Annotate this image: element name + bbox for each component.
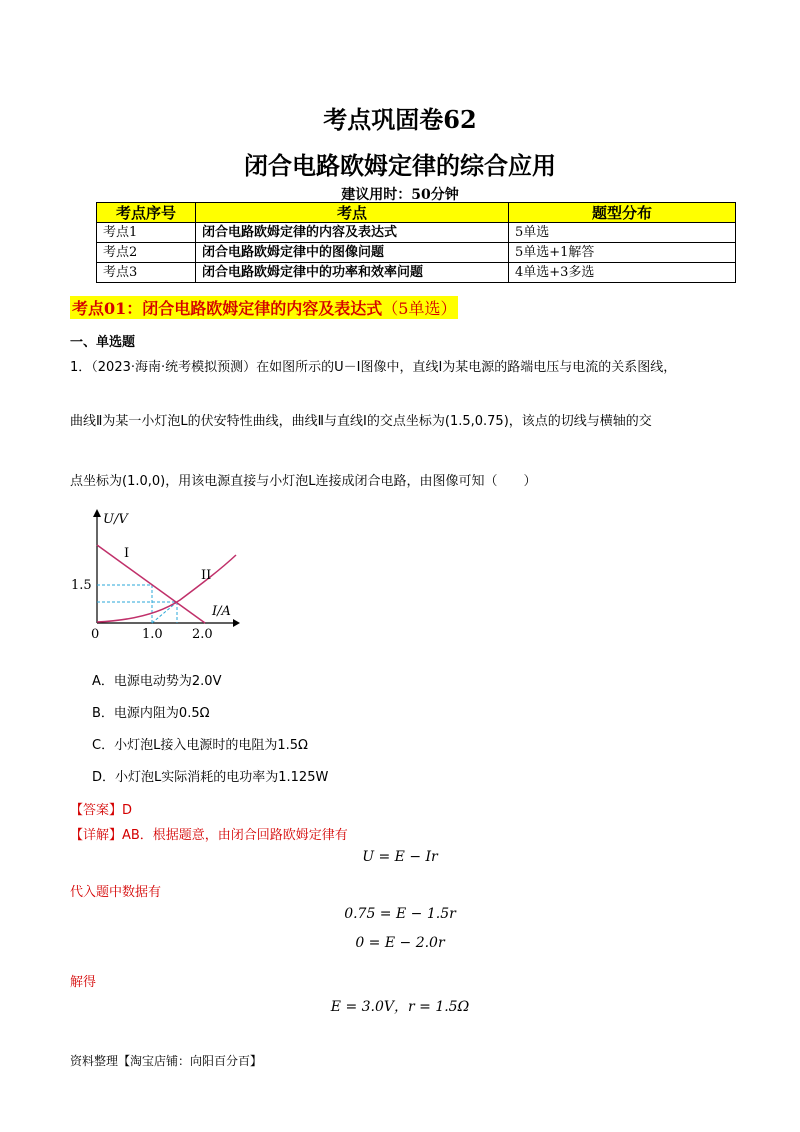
table-header: 考点	[196, 203, 509, 223]
x-axis-label: I/A	[212, 604, 231, 619]
source-line	[97, 545, 205, 623]
table-cell: 5单选	[509, 223, 736, 243]
table-cell: 考点2	[97, 243, 196, 263]
section-title: 考点01：闭合电路欧姆定律的内容及表达式	[72, 299, 383, 318]
equation: U = E − Ir	[362, 849, 438, 865]
table-header: 考点序号	[97, 203, 196, 223]
question-line: 点坐标为(1.0,0)，用该电源直接与小灯泡L连接成闭合电路，由图像可知（ ）	[70, 474, 537, 489]
question-line: 1．（2023·海南·统考模拟预测）在如图所示的U－I图像中，直线Ⅰ为某电源的路端电压与电流的关系图线，	[70, 360, 677, 375]
table-cell: 闭合电路欧姆定律中的图像问题	[196, 243, 509, 263]
curve-label: II	[201, 568, 212, 583]
ui-graph	[70, 505, 250, 645]
topic-table	[96, 202, 736, 283]
table-cell: 闭合电路欧姆定律的内容及表达式	[196, 223, 509, 243]
sub-in-label: 代入题中数据有	[70, 885, 162, 900]
origin-label: 0	[91, 627, 100, 642]
line-label: I	[124, 546, 130, 561]
option-a: A．电源电动势为2.0V	[92, 674, 222, 689]
x-axis-arrow-icon	[233, 619, 240, 627]
y-axis-label: U/V	[103, 512, 128, 527]
table-cell: 4单选+3多选	[509, 263, 736, 283]
question-line: 曲线Ⅱ为某一小灯泡L的伏安特性曲线，曲线Ⅱ与直线Ⅰ的交点坐标为(1.5,0.75)，该点的切线与横轴的交	[70, 414, 652, 429]
table-row	[97, 263, 736, 283]
option-d: D．小灯泡L实际消耗的电功率为1.125W	[92, 770, 329, 785]
page-title: 考点巩固卷62	[323, 105, 477, 134]
equation: E = 3.0V，r = 1.5Ω	[330, 999, 470, 1015]
table-row	[97, 243, 736, 263]
x-tick-label: 2.0	[192, 627, 213, 642]
suggested-time: 建议用时：50分钟	[341, 187, 459, 203]
table-cell: 考点1	[97, 223, 196, 243]
table-row	[97, 223, 736, 243]
table-cell: 5单选+1解答	[509, 243, 736, 263]
table-cell: 考点3	[97, 263, 196, 283]
option-b: B．电源内阻为0.5Ω	[92, 706, 210, 721]
table-header: 题型分布	[509, 203, 736, 223]
equation: 0 = E − 2.0r	[355, 935, 445, 951]
subsection-heading: 一、单选题	[70, 335, 136, 350]
footer: 资料整理【淘宝店铺：向阳百分百】	[70, 1054, 263, 1068]
y-axis-arrow-icon	[93, 509, 101, 517]
y-tick-label: 1.5	[71, 578, 92, 593]
answer: 【答案】D	[70, 803, 133, 818]
table-header-row	[97, 203, 736, 223]
option-c: C．小灯泡L接入电源时的电阻为1.5Ω	[92, 738, 308, 753]
page-subtitle: 闭合电路欧姆定律的综合应用	[244, 151, 556, 180]
section-count: （5单选）	[382, 299, 457, 318]
detail: 【详解】AB．根据题意，由闭合回路欧姆定律有	[70, 828, 348, 843]
section-heading	[70, 296, 458, 319]
x-tick-label: 1.0	[142, 627, 163, 642]
table-cell: 闭合电路欧姆定律中的功率和效率问题	[196, 263, 509, 283]
equation: 0.75 = E − 1.5r	[344, 906, 456, 922]
solve-label: 解得	[70, 975, 97, 990]
